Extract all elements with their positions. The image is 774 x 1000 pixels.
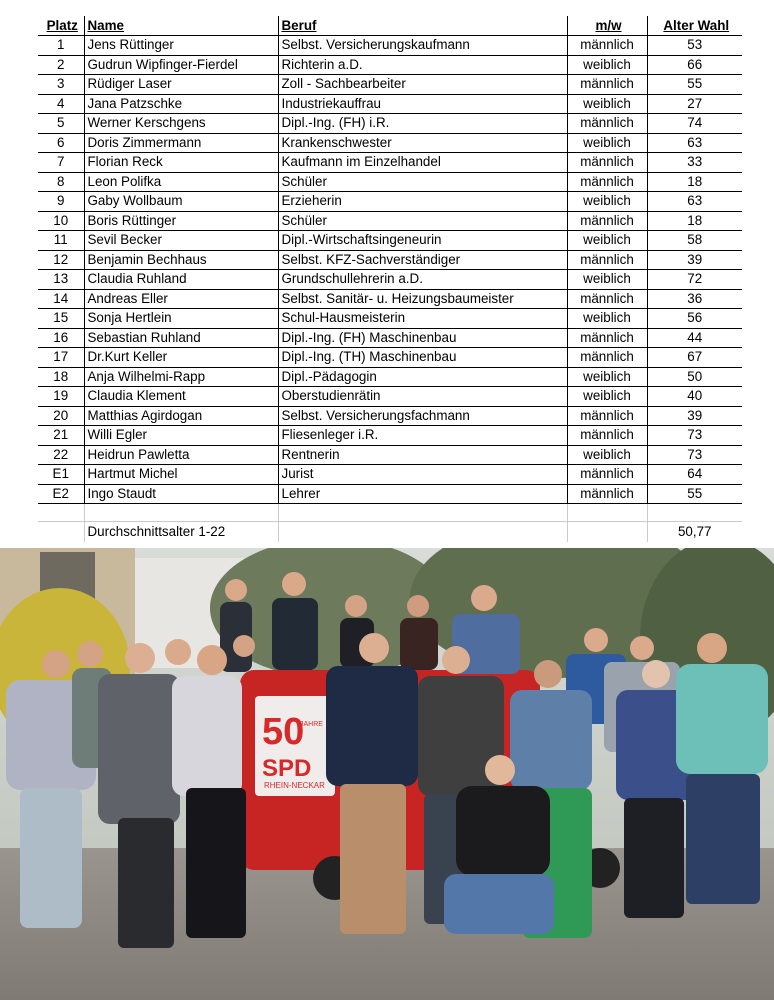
cell-place: 10: [38, 211, 84, 231]
cell-age: 36: [647, 289, 742, 309]
cell-gender: weiblich: [567, 387, 647, 407]
table-row: [38, 211, 742, 231]
cell-age: 39: [647, 250, 742, 270]
cell-gender: weiblich: [567, 94, 647, 114]
cell-gender: männlich: [567, 426, 647, 446]
cell-gender: männlich: [567, 153, 647, 173]
cell-place: 11: [38, 231, 84, 251]
cell-job: Selbst. Versicherungsfachmann: [278, 406, 567, 426]
cell-gender: weiblich: [567, 133, 647, 153]
cell-place: 2: [38, 55, 84, 75]
cell-name: Matthias Agirdogan: [84, 406, 278, 426]
table-row: [38, 75, 742, 95]
cell-name: Ingo Staudt: [84, 484, 278, 504]
cell-place: 18: [38, 367, 84, 387]
cell-job: Schul-Hausmeisterin: [278, 309, 567, 329]
cell-place: 19: [38, 387, 84, 407]
cell-job: Richterin a.D.: [278, 55, 567, 75]
cell-gender: weiblich: [567, 231, 647, 251]
cell-gender: männlich: [567, 211, 647, 231]
cell-gender: weiblich: [567, 367, 647, 387]
table-row: [38, 250, 742, 270]
sign-party: SPD: [262, 755, 312, 782]
cell-gender: männlich: [567, 172, 647, 192]
cell-job: Schüler: [278, 211, 567, 231]
table-row: [38, 94, 742, 114]
cell-age: 39: [647, 406, 742, 426]
cell-job: Dipl.-Pädagogin: [278, 367, 567, 387]
cell-name: Florian Reck: [84, 153, 278, 173]
cell-age: 50: [647, 367, 742, 387]
average-row: [38, 522, 742, 543]
cell-gender: männlich: [567, 328, 647, 348]
cell-gender: männlich: [567, 289, 647, 309]
cell-name: Leon Polifka: [84, 172, 278, 192]
group-photo-illustration: [0, 548, 774, 1000]
cell-name: Andreas Eller: [84, 289, 278, 309]
cell-gender: männlich: [567, 114, 647, 134]
cell-gender: weiblich: [567, 270, 647, 290]
cell-gender: männlich: [567, 465, 647, 485]
header-place: Platz: [38, 16, 84, 36]
cell-job: Kaufmann im Einzelhandel: [278, 153, 567, 173]
cell-gender: männlich: [567, 75, 647, 95]
table-row: [38, 36, 742, 56]
cell-place: 15: [38, 309, 84, 329]
cell-name: Gaby Wollbaum: [84, 192, 278, 212]
table-row: [38, 114, 742, 134]
table-row: [38, 55, 742, 75]
table-row: [38, 426, 742, 446]
cell-name: Rüdiger Laser: [84, 75, 278, 95]
cell-name: Boris Rüttinger: [84, 211, 278, 231]
table-row: [38, 172, 742, 192]
cell-gender: männlich: [567, 36, 647, 56]
group-photo: [0, 548, 774, 1000]
table-row: [38, 153, 742, 173]
cell-age: 63: [647, 192, 742, 212]
cell-job: Schüler: [278, 172, 567, 192]
cell-place: 20: [38, 406, 84, 426]
cell-job: Zoll - Sachbearbeiter: [278, 75, 567, 95]
cell-name: Jens Rüttinger: [84, 36, 278, 56]
sign-jahre: JAHRE: [300, 721, 323, 728]
candidate-table: [38, 16, 742, 542]
table-row: [38, 387, 742, 407]
table-row: [38, 484, 742, 504]
cell-name: Sevil Becker: [84, 231, 278, 251]
table-row: [38, 192, 742, 212]
cell-age: 53: [647, 36, 742, 56]
cell-job: Selbst. Versicherungskaufmann: [278, 36, 567, 56]
cell-place: 13: [38, 270, 84, 290]
cell-name: Anja Wilhelmi-Rapp: [84, 367, 278, 387]
cell-place: 21: [38, 426, 84, 446]
cell-job: Oberstudienrätin: [278, 387, 567, 407]
cell-name: Hartmut Michel: [84, 465, 278, 485]
table-row: [38, 309, 742, 329]
header-row: [38, 16, 742, 36]
cell-age: 73: [647, 445, 742, 465]
cell-job: Selbst. KFZ-Sachverständiger: [278, 250, 567, 270]
cell-name: Claudia Klement: [84, 387, 278, 407]
cell-age: 66: [647, 55, 742, 75]
cell-name: Sonja Hertlein: [84, 309, 278, 329]
table-row: [38, 133, 742, 153]
header-age: Alter Wahl: [647, 16, 742, 36]
cell-age: 18: [647, 211, 742, 231]
cell-gender: männlich: [567, 406, 647, 426]
cell-name: Jana Patzschke: [84, 94, 278, 114]
cell-job: Selbst. Sanitär- u. Heizungsbaumeister: [278, 289, 567, 309]
cell-place: 17: [38, 348, 84, 368]
cell-job: Grundschullehrerin a.D.: [278, 270, 567, 290]
cell-job: Dipl.-Wirtschaftsingeneurin: [278, 231, 567, 251]
cell-job: Krankenschwester: [278, 133, 567, 153]
cell-gender: männlich: [567, 250, 647, 270]
cell-name: Dr.Kurt Keller: [84, 348, 278, 368]
average-value: 50,77: [647, 522, 742, 543]
cell-name: Doris Zimmermann: [84, 133, 278, 153]
cell-place: 6: [38, 133, 84, 153]
table-row: [38, 289, 742, 309]
table-row: [38, 465, 742, 485]
cell-name: Heidrun Pawletta: [84, 445, 278, 465]
cell-job: Industriekauffrau: [278, 94, 567, 114]
cell-place: 9: [38, 192, 84, 212]
cell-age: 55: [647, 75, 742, 95]
cell-age: 18: [647, 172, 742, 192]
cell-age: 55: [647, 484, 742, 504]
cell-place: 7: [38, 153, 84, 173]
cell-name: Sebastian Ruhland: [84, 328, 278, 348]
cell-age: 58: [647, 231, 742, 251]
cell-place: 22: [38, 445, 84, 465]
cell-age: 73: [647, 426, 742, 446]
average-label: Durchschnittsalter 1-22: [84, 522, 278, 543]
sign-region: RHEIN-NECKAR: [264, 781, 325, 790]
table-row: [38, 406, 742, 426]
cell-name: Claudia Ruhland: [84, 270, 278, 290]
cell-place: 4: [38, 94, 84, 114]
cell-job: Lehrer: [278, 484, 567, 504]
sign-number: 50: [262, 711, 305, 753]
cell-place: 3: [38, 75, 84, 95]
cell-job: Dipl.-Ing. (FH) i.R.: [278, 114, 567, 134]
cell-age: 40: [647, 387, 742, 407]
cell-place: E1: [38, 465, 84, 485]
table-row: [38, 231, 742, 251]
cell-age: 33: [647, 153, 742, 173]
cell-age: 56: [647, 309, 742, 329]
cell-gender: weiblich: [567, 445, 647, 465]
cell-name: Willi Egler: [84, 426, 278, 446]
cell-job: Dipl.-Ing. (FH) Maschinenbau: [278, 328, 567, 348]
table-row: [38, 367, 742, 387]
cell-gender: männlich: [567, 348, 647, 368]
cell-job: Erzieherin: [278, 192, 567, 212]
cell-age: 27: [647, 94, 742, 114]
cell-age: 63: [647, 133, 742, 153]
header-job: Beruf: [278, 16, 567, 36]
cell-place: 5: [38, 114, 84, 134]
table-row: [38, 348, 742, 368]
cell-job: Jurist: [278, 465, 567, 485]
header-name: Name: [84, 16, 278, 36]
cell-gender: weiblich: [567, 309, 647, 329]
cell-place: E2: [38, 484, 84, 504]
cell-age: 64: [647, 465, 742, 485]
cell-place: 12: [38, 250, 84, 270]
spacer-row: [38, 504, 742, 522]
table-row: [38, 445, 742, 465]
cell-place: 1: [38, 36, 84, 56]
cell-job: Dipl.-Ing. (TH) Maschinenbau: [278, 348, 567, 368]
cell-place: 14: [38, 289, 84, 309]
cell-name: Benjamin Bechhaus: [84, 250, 278, 270]
cell-job: Rentnerin: [278, 445, 567, 465]
cell-name: Gudrun Wipfinger-Fierdel: [84, 55, 278, 75]
table-row: [38, 328, 742, 348]
cell-place: 16: [38, 328, 84, 348]
cell-job: Fliesenleger i.R.: [278, 426, 567, 446]
cell-age: 67: [647, 348, 742, 368]
header-gender: m/w: [567, 16, 647, 36]
cell-place: 8: [38, 172, 84, 192]
cell-age: 74: [647, 114, 742, 134]
cell-age: 44: [647, 328, 742, 348]
cell-name: Werner Kerschgens: [84, 114, 278, 134]
cell-gender: weiblich: [567, 55, 647, 75]
people-front-row: [6, 633, 768, 948]
cell-gender: weiblich: [567, 192, 647, 212]
cell-gender: männlich: [567, 484, 647, 504]
candidate-list: [38, 16, 742, 542]
table-row: [38, 270, 742, 290]
cell-age: 72: [647, 270, 742, 290]
